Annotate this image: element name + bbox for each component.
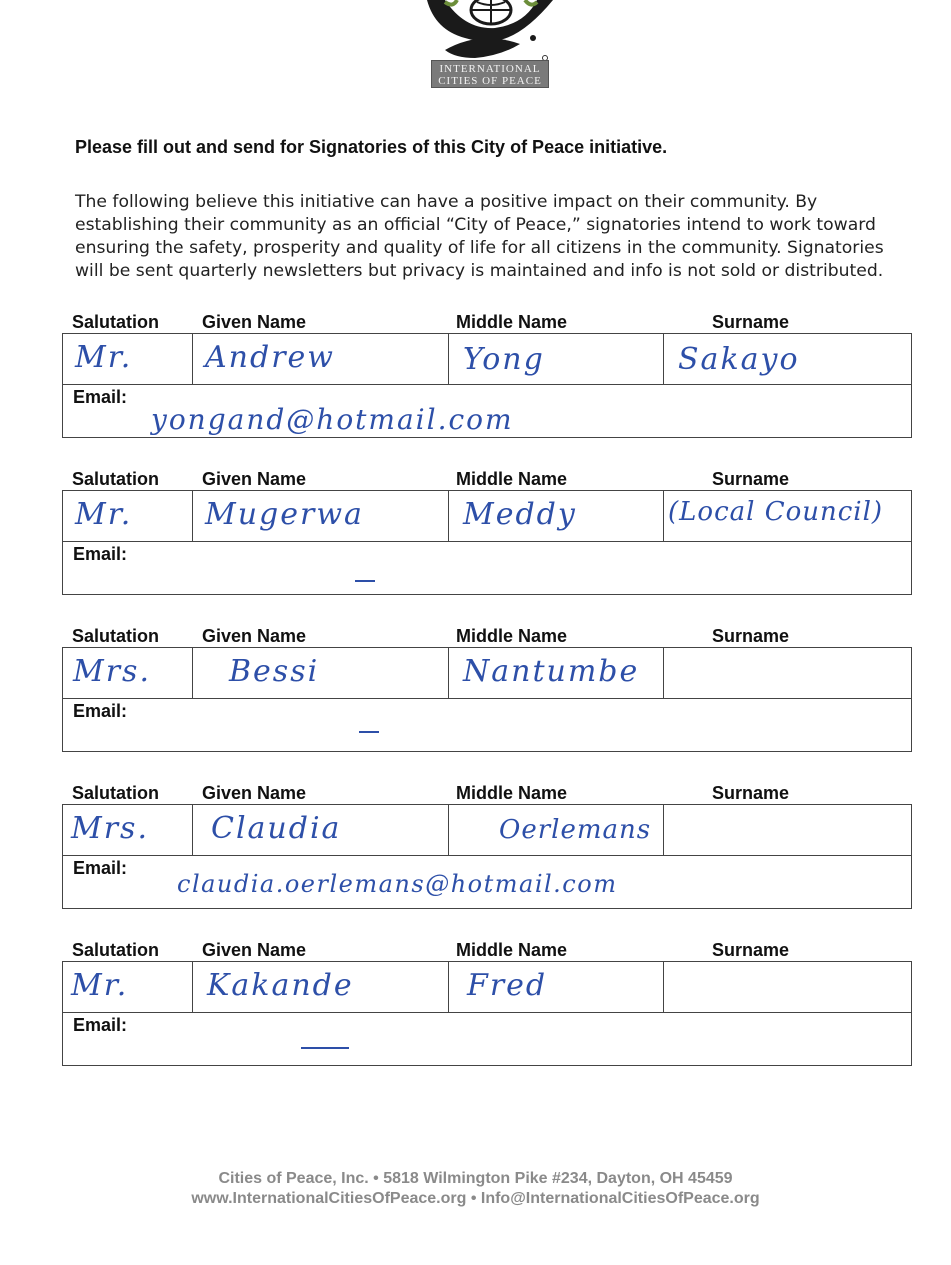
surname-field[interactable] [663, 334, 911, 384]
middle-name-header: Middle Name [456, 940, 568, 960]
email-value [359, 731, 379, 733]
surname-field[interactable] [663, 648, 911, 698]
surname-value: (Local Council) [668, 497, 884, 527]
email-row[interactable] [62, 542, 912, 595]
salutation-value: Mr. [71, 968, 129, 1003]
surname-header: Surname [712, 783, 790, 803]
middle-name-header: Middle Name [456, 469, 568, 489]
middle-name-value: Nantumbe [463, 654, 640, 689]
given-name-value: Claudia [211, 811, 342, 846]
surname-field[interactable] [663, 491, 911, 541]
signatory-block-4 [62, 783, 912, 909]
given-name-field[interactable] [192, 962, 448, 1012]
email-value: claudia.oerlemans@hotmail.com [177, 870, 618, 898]
middle-name-header: Middle Name [456, 312, 568, 332]
surname-header: Surname [712, 469, 790, 489]
signatory-block-2 [62, 469, 912, 595]
given-name-header: Given Name [202, 312, 307, 332]
salutation-value: Mrs. [73, 654, 151, 689]
surname-header: Surname [712, 626, 790, 646]
salutation-header: Salutation [72, 312, 160, 332]
email-row[interactable] [62, 699, 912, 752]
signatory-block-3 [62, 626, 912, 752]
middle-name-field[interactable] [448, 648, 663, 698]
logo [425, 0, 556, 92]
name-row [62, 333, 912, 385]
salutation-field[interactable] [63, 334, 192, 384]
middle-name-field[interactable] [448, 805, 663, 855]
given-name-header: Given Name [202, 626, 307, 646]
middle-name-field[interactable] [448, 491, 663, 541]
given-name-header: Given Name [202, 469, 307, 489]
given-name-value: Mugerwa [205, 497, 364, 532]
name-row [62, 647, 912, 699]
salutation-header: Salutation [72, 469, 160, 489]
email-row[interactable] [62, 385, 912, 438]
surname-header: Surname [712, 940, 790, 960]
salutation-field[interactable] [63, 805, 192, 855]
email-value: yongand@hotmail.com [151, 403, 514, 436]
email-value [301, 1047, 349, 1049]
given-name-value: Kakande [207, 968, 354, 1003]
footer-contact: www.InternationalCitiesOfPeace.org • Info@InternationalCitiesOfPeace.org [191, 1190, 760, 1207]
intro-paragraph: The following believe this initiative can have a positive impact on their community. By establishing their community as an official “City of Peace,” signatories intend to work toward ensuring the safety, prosperity and quality of life for all citizens in the community. Signatories will be sent quarterly newsletters but privacy is maintained and info is not sold or distributed. [75, 192, 884, 281]
logo-wordmark: INTERNATIONAL CITIES OF PEACE [431, 60, 549, 88]
salutation-field[interactable] [63, 962, 192, 1012]
surname-value: Sakayo [678, 342, 800, 377]
middle-name-value: Fred [467, 968, 548, 1003]
footer-address: Cities of Peace, Inc. • 5818 Wilmington Pike #234, Dayton, OH 45459 [218, 1170, 733, 1187]
email-row[interactable] [62, 1013, 912, 1066]
given-name-field[interactable] [192, 491, 448, 541]
middle-name-value: Oerlemans [499, 815, 652, 845]
middle-name-value: Meddy [463, 497, 577, 532]
name-row [62, 490, 912, 542]
middle-name-field[interactable] [448, 334, 663, 384]
given-name-field[interactable] [192, 805, 448, 855]
signatory-block-1 [62, 312, 912, 438]
surname-field[interactable] [663, 805, 911, 855]
surname-field[interactable] [663, 962, 911, 1012]
salutation-header: Salutation [72, 626, 160, 646]
given-name-value: Bessi [229, 654, 320, 689]
given-name-field[interactable] [192, 648, 448, 698]
middle-name-value: Yong [463, 342, 545, 377]
salutation-value: Mrs. [71, 811, 149, 846]
name-row [62, 804, 912, 856]
salutation-value: Mr. [75, 340, 133, 375]
salutation-value: Mr. [75, 497, 133, 532]
salutation-field[interactable] [63, 491, 192, 541]
salutation-header: Salutation [72, 783, 160, 803]
middle-name-header: Middle Name [456, 783, 568, 803]
middle-name-field[interactable] [448, 962, 663, 1012]
email-value [355, 580, 375, 582]
email-label: Email: [73, 701, 128, 721]
salutation-field[interactable] [63, 648, 192, 698]
given-name-value: Andrew [205, 340, 335, 375]
given-name-header: Given Name [202, 940, 307, 960]
surname-header: Surname [712, 312, 790, 332]
dove-globe-icon [425, 0, 556, 62]
middle-name-header: Middle Name [456, 626, 568, 646]
page-title: Please fill out and send for Signatories of this City of Peace initiative. [75, 137, 668, 157]
given-name-field[interactable] [192, 334, 448, 384]
email-label: Email: [73, 1015, 128, 1035]
email-row[interactable] [62, 856, 912, 909]
email-label: Email: [73, 544, 128, 564]
salutation-header: Salutation [72, 940, 160, 960]
signatory-block-5 [62, 940, 912, 1066]
email-label: Email: [73, 387, 128, 407]
name-row [62, 961, 912, 1013]
given-name-header: Given Name [202, 783, 307, 803]
email-label: Email: [73, 858, 128, 878]
